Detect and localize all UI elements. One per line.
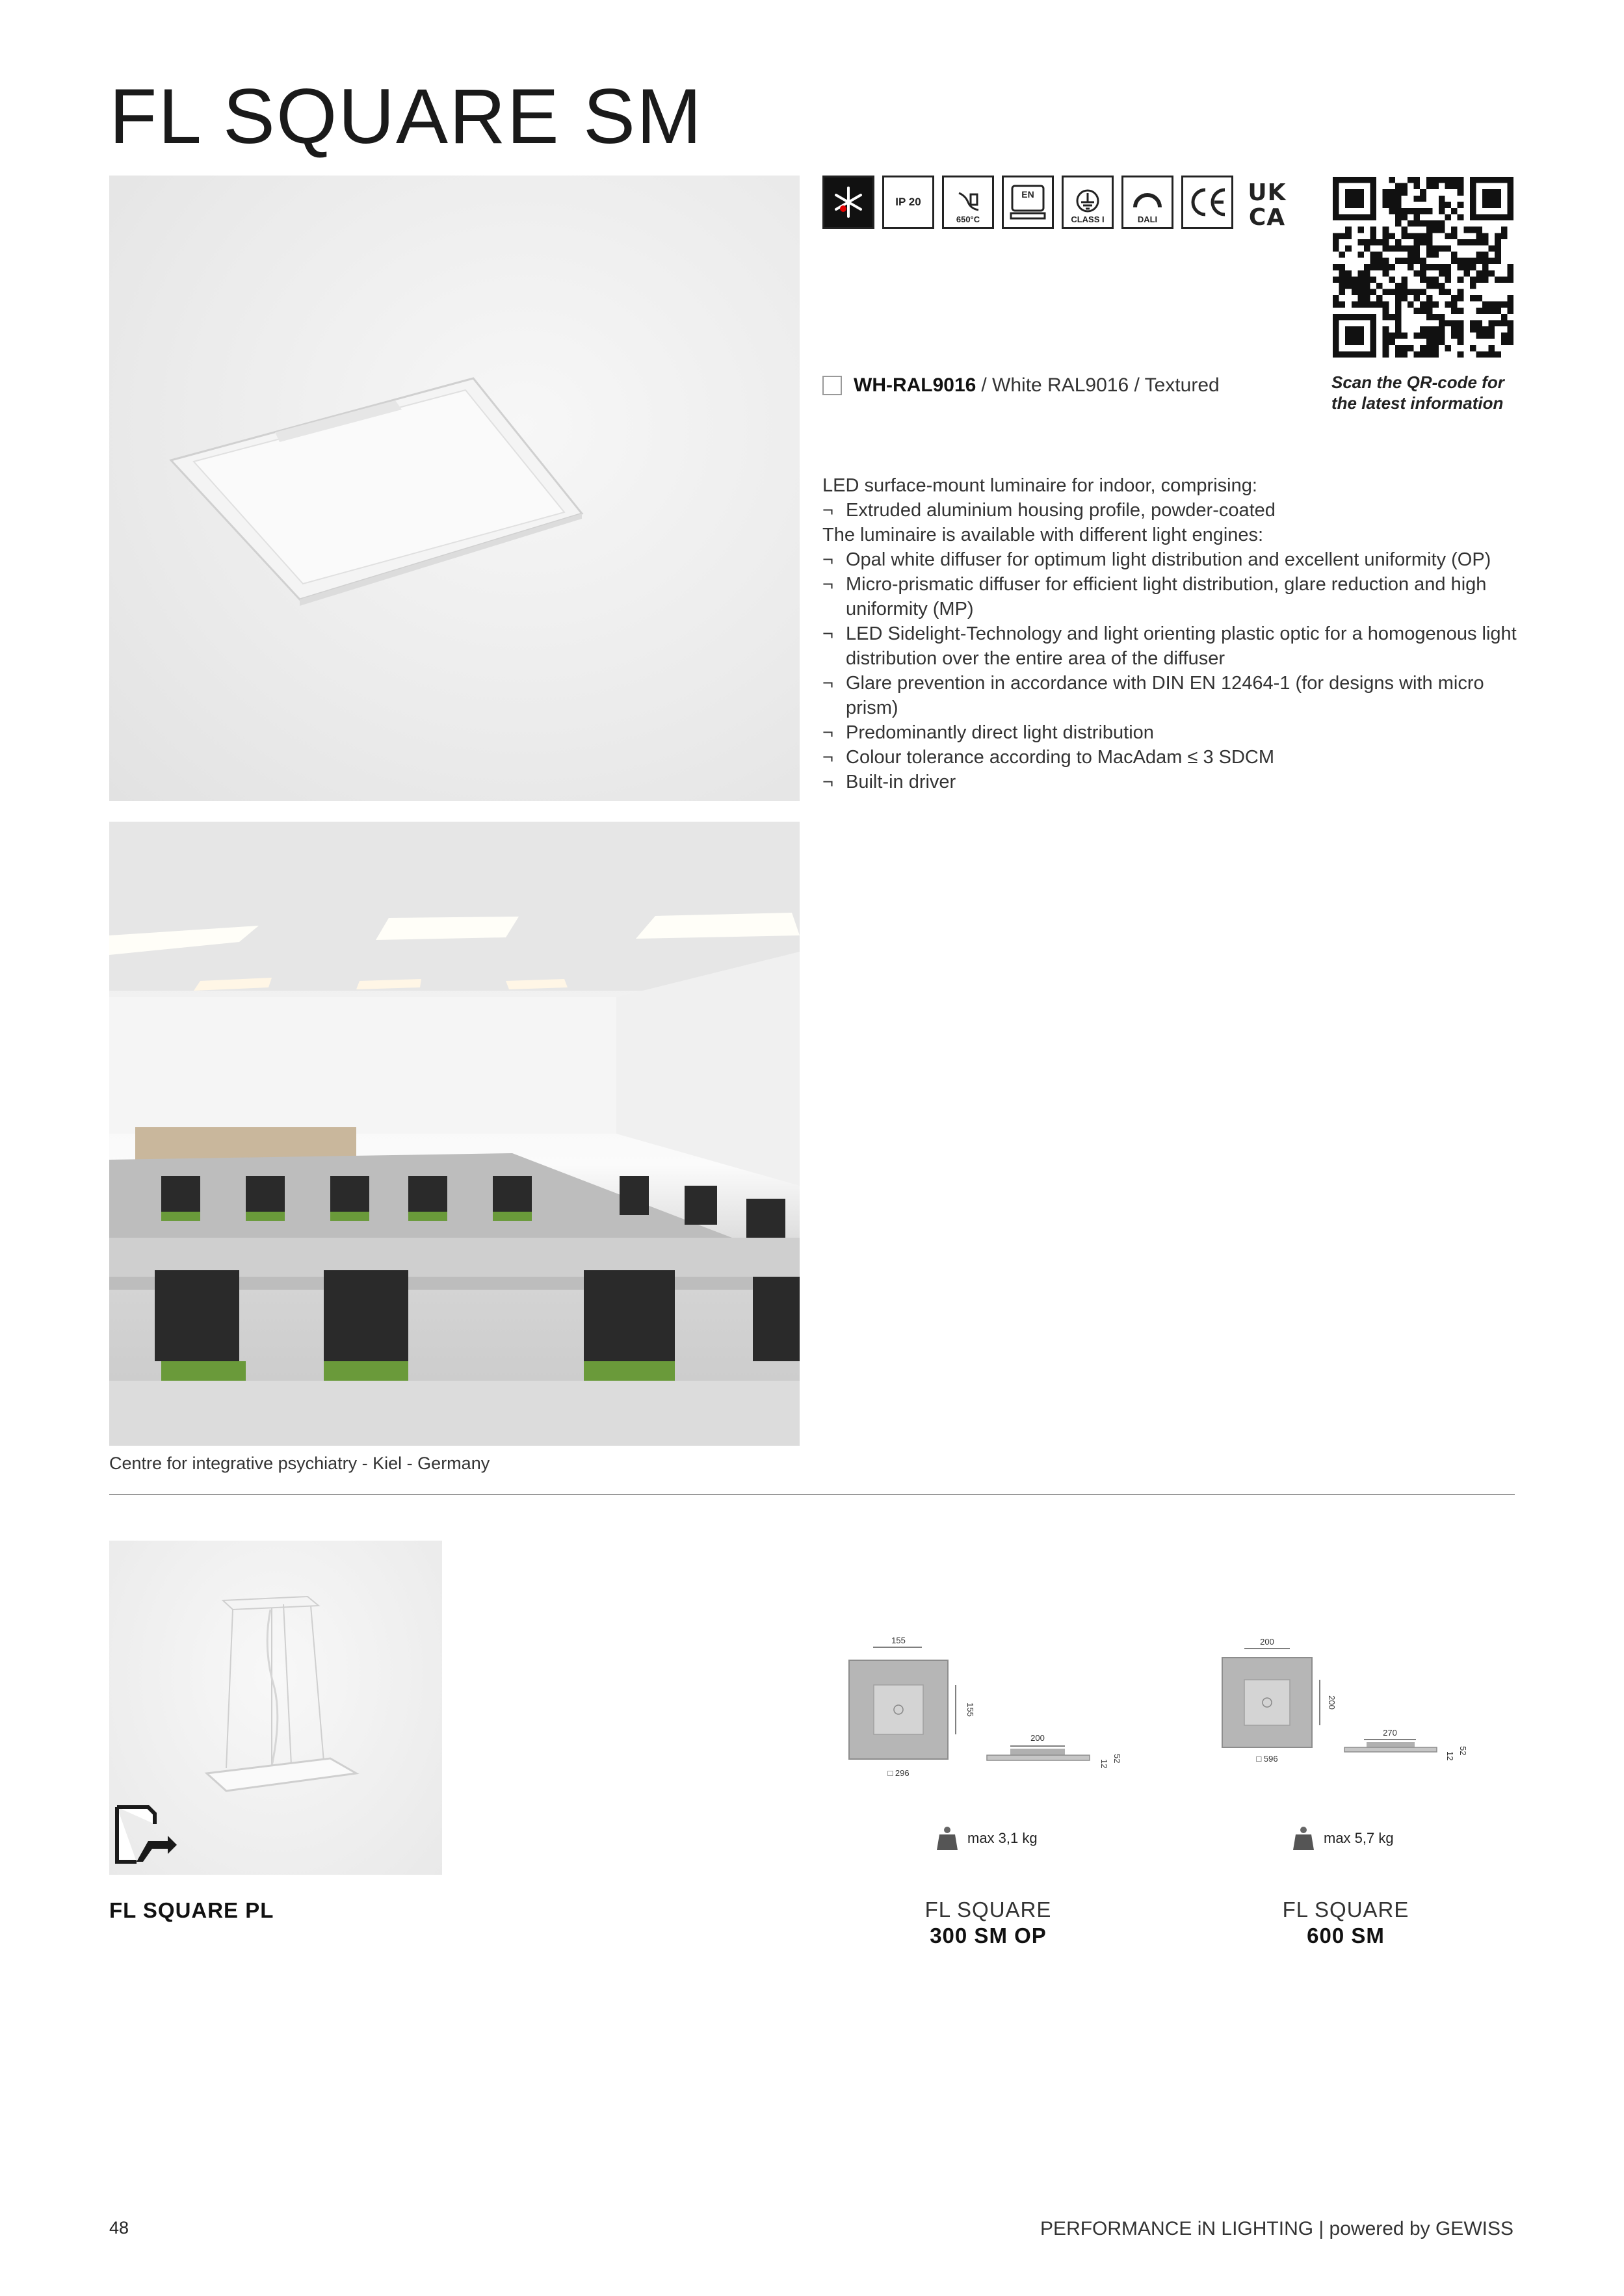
housing-item: ¬ Extruded aluminium housing profile, powder-coated <box>822 498 1518 523</box>
finish-option[interactable] <box>822 374 1220 397</box>
feature-item: ¬ Predominantly direct light distribution <box>822 720 1518 745</box>
technical-drawing-600 <box>1216 1632 1476 1781</box>
feature-item: ¬ LED Sidelight-Technology and light orienting plastic optic for a homogenous light distribution over the entire area of the diffuser <box>822 621 1518 671</box>
svg-text:200: 200 <box>1030 1733 1045 1743</box>
page-title: FL SQUARE SM <box>109 73 703 160</box>
room-illustration <box>109 822 800 1446</box>
qr-caption: Scan the QR-code for the latest information <box>1331 372 1504 413</box>
svg-text:155: 155 <box>891 1636 906 1645</box>
feature-item: ¬ Built-in driver <box>822 770 1518 794</box>
related-product-card[interactable] <box>109 1541 442 1875</box>
svg-text:200: 200 <box>1260 1637 1274 1647</box>
ce-mark-icon <box>1181 176 1233 229</box>
description-intro: LED surface-mount luminaire for indoor, comprising: <box>822 475 1257 496</box>
finish-description: / White RAL9016 / Textured <box>981 374 1220 396</box>
related-product-name[interactable]: FL SQUARE PL <box>109 1898 274 1922</box>
class-i-icon: CLASS I <box>1062 176 1114 229</box>
product-photo <box>109 176 800 801</box>
finish-checkbox[interactable] <box>822 376 842 395</box>
svg-text:52: 52 <box>1458 1746 1468 1756</box>
arrow-link-icon[interactable] <box>112 1802 179 1867</box>
svg-text:EN: EN <box>1021 189 1034 200</box>
ukca-mark-icon <box>1241 176 1293 229</box>
svg-text:UK: UK <box>1248 179 1287 206</box>
feature-item: ¬ Micro-prismatic diffuser for efficient light distribution, glare reduction and high uniformity (MP) <box>822 572 1518 621</box>
finish-code: WH-RAL9016 <box>854 374 976 396</box>
feature-item: ¬ Opal white diffuser for optimum light distribution and excellent uniformity (OP) <box>822 547 1518 572</box>
dali-icon: DALI <box>1121 176 1173 229</box>
photo-caption: Centre for integrative psychiatry - Kiel - Germany <box>109 1454 490 1473</box>
feature-item: ¬ Colour tolerance according to MacAdam ≤ 3 SDCM <box>822 745 1518 770</box>
qr-code[interactable] <box>1333 177 1513 358</box>
ip-rating-icon: IP 20 <box>882 176 934 229</box>
svg-text:200: 200 <box>1327 1695 1337 1710</box>
product-description <box>822 473 1518 794</box>
product-name-300: FL SQUARE 300 SM OP <box>924 1898 1052 1948</box>
led-star-icon <box>822 176 874 229</box>
feature-item: ¬ Glare prevention in accordance with DIN EN 12464-1 (for designs with micro prism) <box>822 671 1518 720</box>
svg-text:270: 270 <box>1383 1728 1397 1738</box>
luminaire-illustration <box>109 176 800 801</box>
weight-icon <box>936 1825 958 1851</box>
svg-text:155: 155 <box>965 1702 975 1717</box>
weight-info-600: max 5,7 kg <box>1292 1825 1394 1851</box>
weight-info-300: max 3,1 kg <box>936 1825 1038 1851</box>
product-name-600: FL SQUARE 600 SM <box>1282 1898 1409 1948</box>
en-standard-icon <box>1002 176 1054 229</box>
installation-photo <box>109 822 800 1446</box>
weight-icon <box>1292 1825 1315 1851</box>
svg-text:12: 12 <box>1099 1759 1109 1769</box>
qr-code-image <box>1333 177 1513 358</box>
page-number: 48 <box>109 2218 129 2237</box>
svg-text:□ 596: □ 596 <box>1256 1754 1278 1764</box>
svg-text:CA: CA <box>1248 204 1286 231</box>
footer-brand: PERFORMANCE iN LIGHTING | powered by GEWISS <box>1040 2218 1513 2239</box>
housing-list <box>822 498 1518 523</box>
certification-icons <box>822 176 1293 229</box>
section-divider <box>109 1494 1515 1495</box>
features-list <box>822 547 1518 794</box>
svg-text:□ 296: □ 296 <box>887 1768 910 1778</box>
svg-text:12: 12 <box>1445 1751 1455 1761</box>
technical-drawing-300 <box>845 1632 1122 1788</box>
glow-wire-icon: 650°C <box>942 176 994 229</box>
svg-text:52: 52 <box>1112 1754 1122 1764</box>
engines-intro: The luminaire is available with different light engines: <box>822 525 1264 545</box>
